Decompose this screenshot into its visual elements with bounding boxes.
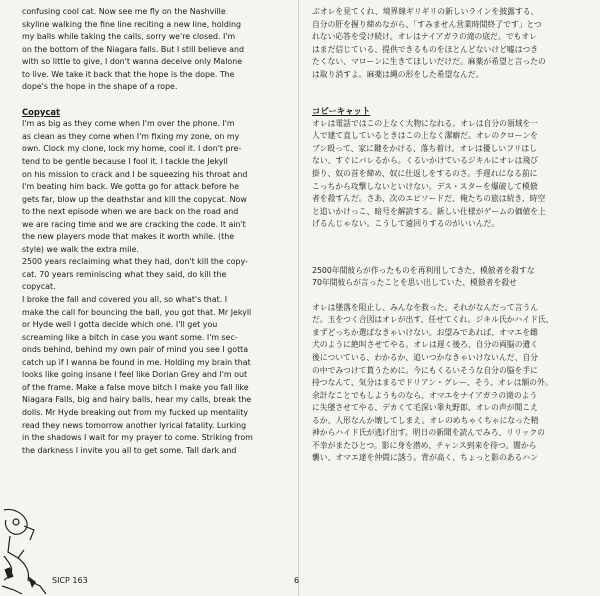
lyric-line: 不幸がまたひとつ。影に身を潜め、チャンス到来を待つ。闇から: [312, 440, 537, 450]
lyric-line: gets far, blow up the deathstar and kill the copycat. Now: [22, 194, 247, 204]
lyric-line: は取り消すよ。麻薬は縄の形をした希望なんだ。: [312, 69, 484, 79]
lyric-line: on the bottom of the Niagara falls. But I still believe and: [22, 44, 245, 54]
lyric-line: と追いかけっこ、暗号を解読する。新しい仕様がゲームの価値を上: [312, 206, 546, 216]
section-title-copycat: Copycat: [22, 106, 60, 117]
lyric-line: オレは墜落を阻止し、みんなを救った、それがなんだって言うん: [312, 302, 539, 312]
lyric-line: screaming like a bitch in case you want some. I'm sec-: [22, 332, 238, 342]
lyric-line: 持つなんて、気分はまるでドリアン・グレー、そう、オレは額の外。: [312, 378, 553, 388]
lyric-line: skyline walking the fine line reciting a new line, holding: [22, 19, 242, 29]
lyric-line: だ。玉をつく合図はオレが出す、任せてくれ。ジキル氏かハイド氏、: [312, 315, 554, 325]
lyric-line: ない、すぐにバレるから。くるいかけているジキルにオレは飛び: [312, 156, 539, 166]
sketch-figure-icon: [0, 506, 50, 596]
lyric-line: with so little to give, I don't wanna deceive only Malone: [22, 57, 243, 67]
verse-3-jp: [312, 302, 582, 465]
lyric-line: the darkness I invite you all to get some. Tall dark and: [22, 445, 237, 455]
lyric-line: 2500年間彼らが作ったものを再利用してきた、模倣者を殺すな: [312, 265, 535, 275]
intro-stanza-jp: [312, 6, 582, 81]
lyric-line: tend to be gentle because I fool it. I tackle the Jekyll: [22, 157, 228, 167]
lyric-line: ブン殴って、家に鍵をかける、落ち着け。オレは優しいフリはし: [312, 143, 538, 153]
lyric-line: ぶオレを見てくれ、境界線ギリギリの新しいラインを披露する、: [312, 7, 539, 16]
lyric-line: るか、人形なんか壊してしまえ。オレのめちゃくちゃになった精: [312, 415, 539, 425]
column-divider: [298, 0, 299, 596]
lyric-line: in the shadows I wait for my prayer to come. Striking from: [22, 433, 253, 443]
lyric-line: 神からハイド氏が逃げ出す。明日の新聞を読んでみろ、リリックの: [312, 428, 545, 438]
lyric-line: style) we walk the extra mile.: [22, 244, 139, 254]
stanza-gap-large: [312, 231, 582, 265]
lyric-line: cat. 70 years reminiscing what they said, do kill the: [22, 269, 227, 279]
verse-2-jp: [312, 265, 582, 290]
lyric-line: 襲い、オマエ達を仲間に誘う。背が高く、ちょっと影のあるハン: [312, 453, 538, 463]
lyric-line: I broke the fall and covered you all, so what's that. I: [22, 295, 228, 305]
lyric-line: catch up if I wanna be found in me. Holding my brain that: [22, 357, 251, 367]
section-title-copycat-jp: コピーキャット: [312, 106, 371, 117]
english-lyrics-column: [22, 6, 284, 457]
lyric-line: make the call for bouncing the ball, you got that. Mr Jekyll: [22, 307, 252, 317]
lyric-line: to live. We take it back that the hope is the dope. The: [22, 69, 235, 79]
verse-2: [22, 256, 284, 294]
lyric-line: on his mission to crack and I be squeezing his throat and: [22, 169, 248, 179]
catalog-number: SICP 163: [52, 576, 88, 585]
stanza-gap: [312, 81, 582, 93]
lyric-line: げるんじゃない。こうして遠回りするのがいいんだ。: [312, 219, 500, 229]
intro-stanza: [22, 6, 284, 94]
lyric-line: we are racing time and we are cracking the code. It ain't: [22, 219, 246, 229]
lyric-line: dolls. Mr Hyde breaking out from my fucked up mentality: [22, 407, 249, 417]
verse-3: [22, 294, 284, 457]
lyric-line: 2500 years reclaiming what they had, don't kill the copy-: [22, 257, 248, 267]
lyric-line: the new players mode that makes it worth while. (the: [22, 232, 235, 242]
lyric-line: 自分の肝を握り締めながら、「すみません営業時間終了です」とつ: [312, 19, 542, 29]
stanza-gap-2: [312, 290, 582, 302]
lyric-line: 掛り、奴の首を締め、奴に仕返しをするのさ。手遅れになる前に: [312, 169, 538, 179]
lyric-line: own. Clock my clone, lock my home, cool it. I don't pre-: [22, 144, 242, 154]
verse-1-jp: [312, 118, 582, 231]
lyric-line: 犬のように絶叫させてやる。オレは遅く後ろ、自分の両脳の遺く: [312, 340, 539, 350]
japanese-lyrics-column: [312, 6, 582, 465]
lyric-line: I'm as big as they come when I'm over the phone. I'm: [22, 119, 235, 129]
lyric-line: はまだ信じている、提供できるものをほとんどないけど嘘はつき: [312, 44, 539, 54]
lyric-line: まずどっちか選ばなきゃいけない。お望みであれば、オマエを雌: [312, 327, 538, 337]
lyric-line: Niagara Falls, big and hairy balls, hear my calls, break the: [22, 395, 252, 405]
lyric-line: I'm beating him back. We gotta go for attack before he: [22, 182, 240, 192]
lyric-line: 人で建て直しているときはこの上なく潔癖だ。オレのクローンを: [312, 131, 538, 141]
lyric-line: as clean as they come when I'm fixing my zone, on my: [22, 131, 240, 141]
lyric-line: or Hyde well I gotta decide which one. I'll get you: [22, 320, 218, 330]
lyric-line: read they news tomorrow another lyrical fatality. Lurking: [22, 420, 247, 430]
lyric-line: こっちから攻撃しないといけない。デス・スターを爆破して模倣: [312, 181, 538, 191]
lyric-line: copycat.: [22, 282, 56, 292]
lyric-line: onds behind, behind my own pair of mind you see I gotta: [22, 345, 249, 355]
lyric-line: dope's the hope in the shape of a rope.: [22, 82, 178, 92]
lyric-line: my balls while taking the calls, sorry we're closed. I'm: [22, 32, 236, 42]
page-number: 6: [294, 576, 300, 585]
lyric-line: 後についている、わかるか、追いつかなきゃいけないんだ、自分: [312, 353, 538, 363]
lyric-line: オレは電話ではこの上なく大物になれる。オレは自分の領域を一: [312, 118, 539, 128]
lyric-line: looks like going insane I feel like Dorian Grey and I'm out: [22, 370, 248, 380]
lyric-line: 者を殺すんだ。さあ、次のエピソードだ、俺たちの旅は続き、時空: [312, 194, 546, 204]
lyric-line: 70年間彼らが言ったことを思い出していた、模倣者を殺せ: [312, 278, 517, 288]
verse-1: [22, 118, 284, 256]
lyric-line: of the frame. Make a false move bitch I make you fall like: [22, 382, 249, 392]
lyric-line: to the next episode when we are back on the road and: [22, 207, 239, 217]
lyric-line: 余計なことでもしようものなら、オマエをナイアガラの滝のよう: [312, 390, 538, 400]
lyric-line: れない応答を受け続け。オレはナイアガラの滝の底だ。でもオレ: [312, 32, 537, 42]
lyric-line: の中でみつけて貰うために。今にもくるいそうな自分の脳を手に: [312, 365, 538, 375]
lyric-line: confusing cool cat. Now see me fly on the Nashville: [22, 7, 226, 16]
lyric-line: たくない、マローンに生きてほしいだけだ。麻薬が希望と言ったの: [312, 57, 546, 67]
lyric-line: に失墜させてやる、デカくて毛深い睾丸野郎、オレの声が聞こえ: [312, 403, 538, 413]
